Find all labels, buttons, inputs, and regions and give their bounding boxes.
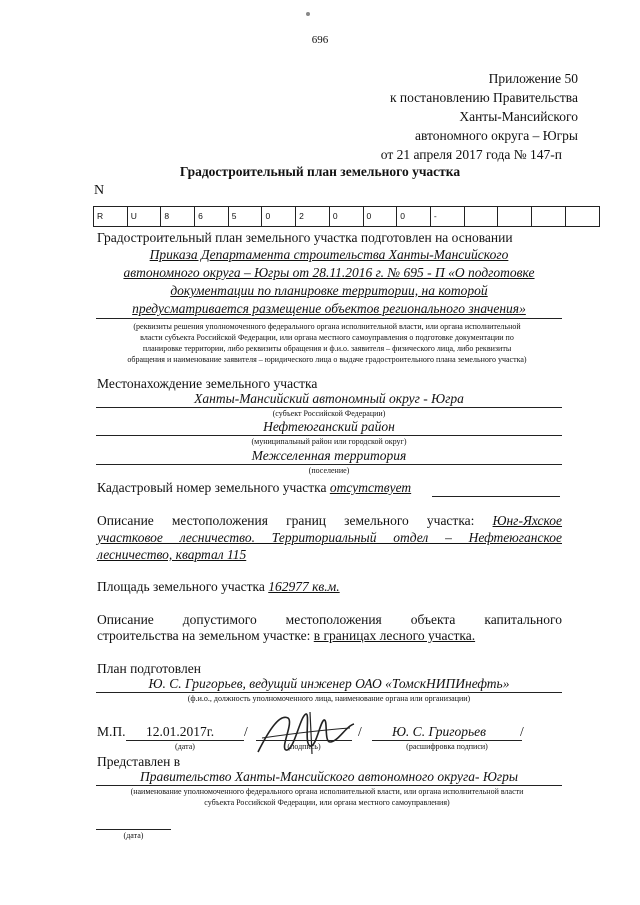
number-cell: -	[431, 207, 465, 226]
placement-label: строительства на земельном участке:	[97, 628, 311, 643]
page-number: 696	[311, 34, 329, 46]
number-cell	[532, 207, 566, 226]
subject-note: (субъект Российской Федерации)	[272, 409, 386, 418]
location-label: Местонахождение земельного участка	[97, 376, 318, 391]
boundaries-label: Описание местоположения границ земельного участка:	[97, 513, 475, 528]
number-cell: U	[128, 207, 162, 226]
number-cell: 0	[397, 207, 431, 226]
basis-note-1: (реквизиты решения уполномоченного федерального органа исполнительной власти, или органа исполнительной	[133, 322, 521, 331]
plan-number-cells	[93, 206, 600, 227]
stamp-label: М.П.	[97, 724, 126, 739]
date-note: (дата)	[175, 742, 195, 751]
appendix-line-4: автономного округа – Югры	[415, 128, 578, 143]
prepared-note: (ф.и.о., должность уполномоченного лица, наименование органа или организации)	[187, 694, 471, 703]
district-underline	[96, 435, 562, 436]
number-cell: 8	[161, 207, 195, 226]
submitted-note-1: (наименование уполномоченного федерального органа исполнительной власти, или органа исполнительной власти	[130, 787, 524, 796]
handwritten-signature-icon	[250, 708, 360, 758]
basis-label: Градостроительный план земельного участка подготовлен на основании	[97, 230, 513, 245]
number-cell: 6	[195, 207, 229, 226]
appendix-line-2: к постановлению Правительства	[389, 90, 578, 105]
number-label: N	[94, 183, 105, 198]
number-cell: R	[94, 207, 128, 226]
basis-note-4: обращения и наименование заявителя – юридического лица о выдаче градостроительного плана земельного участка)	[127, 355, 527, 364]
boundaries-line-1	[97, 512, 562, 529]
submitted-date-underline	[96, 829, 171, 830]
submitted-note-2: субъекта Российской Федерации, или органа местного самоуправления)	[204, 798, 450, 807]
location-subject: Ханты-Мансийский автономный округ - Югра	[194, 391, 464, 406]
cadastral-underline	[432, 496, 560, 497]
basis-line-2: автономного округа – Югры от 28.11.2016 г. № 695 - П «О подготовке	[123, 265, 535, 280]
number-cell: 0	[364, 207, 398, 226]
subject-underline	[96, 407, 562, 408]
number-cell: 0	[262, 207, 296, 226]
submitted-label: Представлен в	[97, 754, 181, 769]
settlement-underline	[96, 464, 562, 465]
sign-note: (подпись)	[287, 742, 321, 751]
boundaries-block	[97, 512, 562, 563]
prepared-by: Ю. С. Григорьев, ведущий инженер ОАО «ТомскНИПИнефть»	[148, 676, 510, 691]
cadastral-label: Кадастровый номер земельного участка	[97, 480, 327, 495]
settlement-note: (поселение)	[308, 466, 350, 475]
document-title: Градостроительный план земельного участка	[179, 164, 461, 179]
placement-line-2	[97, 628, 475, 644]
prepared-name: Ю. С. Григорьев	[392, 724, 487, 739]
appendix-line-5: от 21 апреля 2017 года № 147-п	[380, 147, 562, 162]
basis-note-3: планировке территории, либо реквизиты обращения и ф.и.о. заявителя – физического лица, либо реквизиты	[142, 344, 512, 353]
submitted-date-note: (дата)	[123, 831, 144, 840]
location-settlement: Межселенная территория	[251, 448, 407, 463]
district-note: (муниципальный район или городской округ)	[251, 437, 407, 446]
number-cell	[498, 207, 532, 226]
basis-line-4: предусматривается размещение объектов регионального значения»	[132, 301, 526, 316]
number-cell: 5	[229, 207, 263, 226]
appendix-line-3: Ханты-Мансийского	[459, 109, 578, 124]
appendix-line-1: Приложение 50	[488, 71, 578, 86]
basis-line-1: Приказа Департамента строительства Ханты-Мансийского	[149, 247, 509, 262]
boundaries-value-2: участковое лесничество. Территориальный отдел – Нефтеюганское	[97, 530, 562, 545]
prepared-date: 12.01.2017г.	[146, 724, 215, 739]
boundaries-value-3: лесничество, квартал 115	[97, 547, 247, 562]
prepared-label: План подготовлен	[97, 661, 201, 676]
name-note: (расшифровка подписи)	[406, 742, 488, 751]
basis-note-2: власти субъекта Российской Федерации, или органа местного самоуправления о подготовке документации по	[140, 333, 514, 342]
placement-line-1: Описание допустимого местоположения объекта капитального	[97, 612, 562, 627]
placement-value: в границах лесного участка.	[313, 628, 476, 643]
cadastral-row	[97, 480, 411, 496]
basis-line-3: документации по планировке территории, на которой	[170, 283, 488, 298]
number-cell: 0	[330, 207, 364, 226]
area-label: Площадь земельного участка	[97, 579, 265, 594]
number-cell	[465, 207, 499, 226]
submitted-to: Правительство Ханты-Мансийского автономного округа- Югры	[140, 769, 518, 784]
basis-underline	[96, 318, 562, 319]
cadastral-value: отсутствует	[329, 480, 412, 495]
prepared-underline	[96, 692, 562, 693]
boundaries-value-1: Юнг-Яхское	[492, 513, 563, 528]
location-district: Нефтеюганский район	[263, 419, 395, 434]
name-underline	[372, 740, 522, 741]
submitted-underline	[96, 785, 562, 786]
date-underline	[126, 740, 244, 741]
scan-speck	[306, 12, 310, 16]
number-cell	[566, 207, 600, 226]
area-row	[97, 579, 340, 595]
area-value: 162977 кв.м.	[268, 579, 340, 594]
number-cell: 2	[296, 207, 330, 226]
